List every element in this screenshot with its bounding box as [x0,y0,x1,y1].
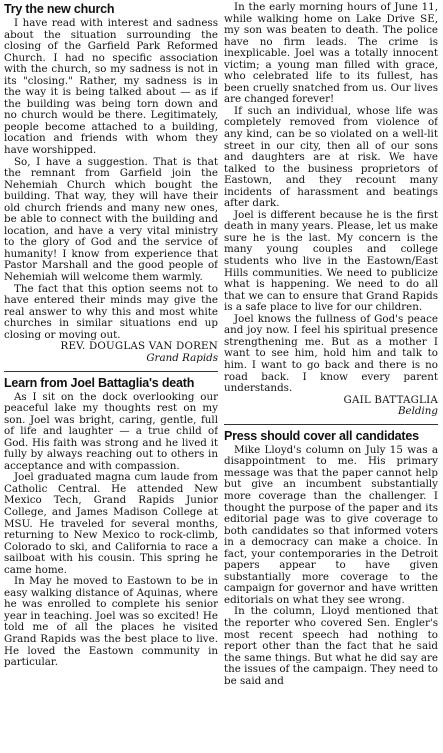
letter-new-church [4,2,218,365]
letter-paragraph: In the early morning hours of June 11, while walking home on Lake Drive SE, my son was beaten to death. The police have no firm leads. The crime is inexplicable. Joel was a totally innocent victim; a young man filled with grace, who celebrated life to its fullest, has been cruelly snatched from us. Our lives are changed forever! [224,2,438,106]
letter-press-coverage [224,429,438,687]
letter-headline: Try the new church [4,2,115,16]
letter-signature: GAIL BATTAGLIA [343,393,438,406]
letter-signature: REV. DOUGLAS VAN DOREN [60,340,218,353]
letter-paragraph: Mike Lloyd's column on July 15 was a disappointment to me. His primary message was that the paper cannot help but give an incumbent substantially more coverage than the challenger. I thought the purpose of the paper and its editorial page was to give coverage to both candidates so that informed voters in a democracy can make a choice. In fact, your contemporaries in the Detroit papers appear to have given substantially more coverage to the campaign for governor and have written editorials on what they see wrong. [224,443,438,606]
letter-paragraph: In the column, Lloyd mentioned that the reporter who covered Sen. Engler's most recent speech had nothing to report other than the fact that he said the same things. But what he did say are the issues of the campaign. They need to be said and [224,605,438,687]
letter-battaglia-continued [224,2,438,418]
letter-paragraph: Joel knows the fullness of God's peace and joy now. I feel his spiritual presence strengthening me. But as a mother I want to see him, hold him and talk to him. I want to go back and there is no road back. I know every parent understands. [224,312,438,395]
letter-paragraph: I have read with interest and sadness about the situation surrounding the closing of the Garfield Park Reformed Church. I had no specific association with the church, so my sadness is not in its "closing." Rather, my sadness is in the way it is being talked about — as if the building was being torn down and no church would be there. Legitimately, people become attached to a building, location and friends with whom they have worshipped. [4,17,218,157]
letter-city: Grand Rapids [146,351,218,364]
letter-divider [224,424,438,425]
letter-paragraph: Joel graduated magna cum laude from Catholic Central. He attended New Mexico Tech, Grand Rapids Junior College, and James Madison College at MSU. He traveled for several months, returning to New Mexico to rock-climb, Colorado to ski, and California to race a sailboat with his cousin. This spring he came home. [4,471,218,576]
letter-paragraph: In May he moved to Eastown to be in easy walking distance of Aquinas, where he was enrolled to complete his senior year in teaching. Joel was so excited! He told me of all the places he visited Grand Rapids was the best place to live. He loved the Eastown community in particular. [4,575,218,669]
letter-headline: Press should cover all candidates [224,428,419,443]
column-left [4,2,218,753]
column-right [224,2,438,753]
letter-paragraph: Joel is different because he is the first death in many years. Please, let us make sure he is the last. My concern is the many young couples and college students who live in the Eastown/East Hills communities. We need to publicize what is happening. We need to do all that we can to ensure that Grand Rapids is a safe place to live for our children. [224,208,438,314]
letter-paragraph: So, I have a suggestion. That is that the remnant from Garfield join the Nehemiah Church which bought the building. That way, they will have their old church friends and many new ones, be able to connect with the building and location, and have a very vital ministry to the glory of God and the service of humanity! I know from experience that Pastor Marshall and the good people of Nehemiah will welcome them warmly. [4,155,218,284]
letter-headline: Learn from Joel Battaglia's death [4,375,195,390]
letter-city: Belding [397,405,438,418]
letter-battaglia [4,376,218,669]
letter-paragraph: As I sit on the dock overlooking our peaceful lake my thoughts rest on my son. Joel was bright, caring, gentle, full of life and laughter — a true child of God. His faith was strong and he lived it fully by always reaching out to others in acceptance and with compassion. [4,390,218,472]
letter-paragraph: The fact that this option seems not to have entered their minds may give the real answer to why this and most white churches in similar situations end up closing or moving out. [4,282,218,341]
letter-divider [4,371,218,372]
letter-paragraph: If such an individual, whose life was completely removed from violence of any kind, can be so violated on a well-lit street in our city, then all of our sons and daughters are at risk. We have talked to the business proprietors of Eastown, and they recount many incidents of harassment and beatings after dark. [224,104,438,210]
